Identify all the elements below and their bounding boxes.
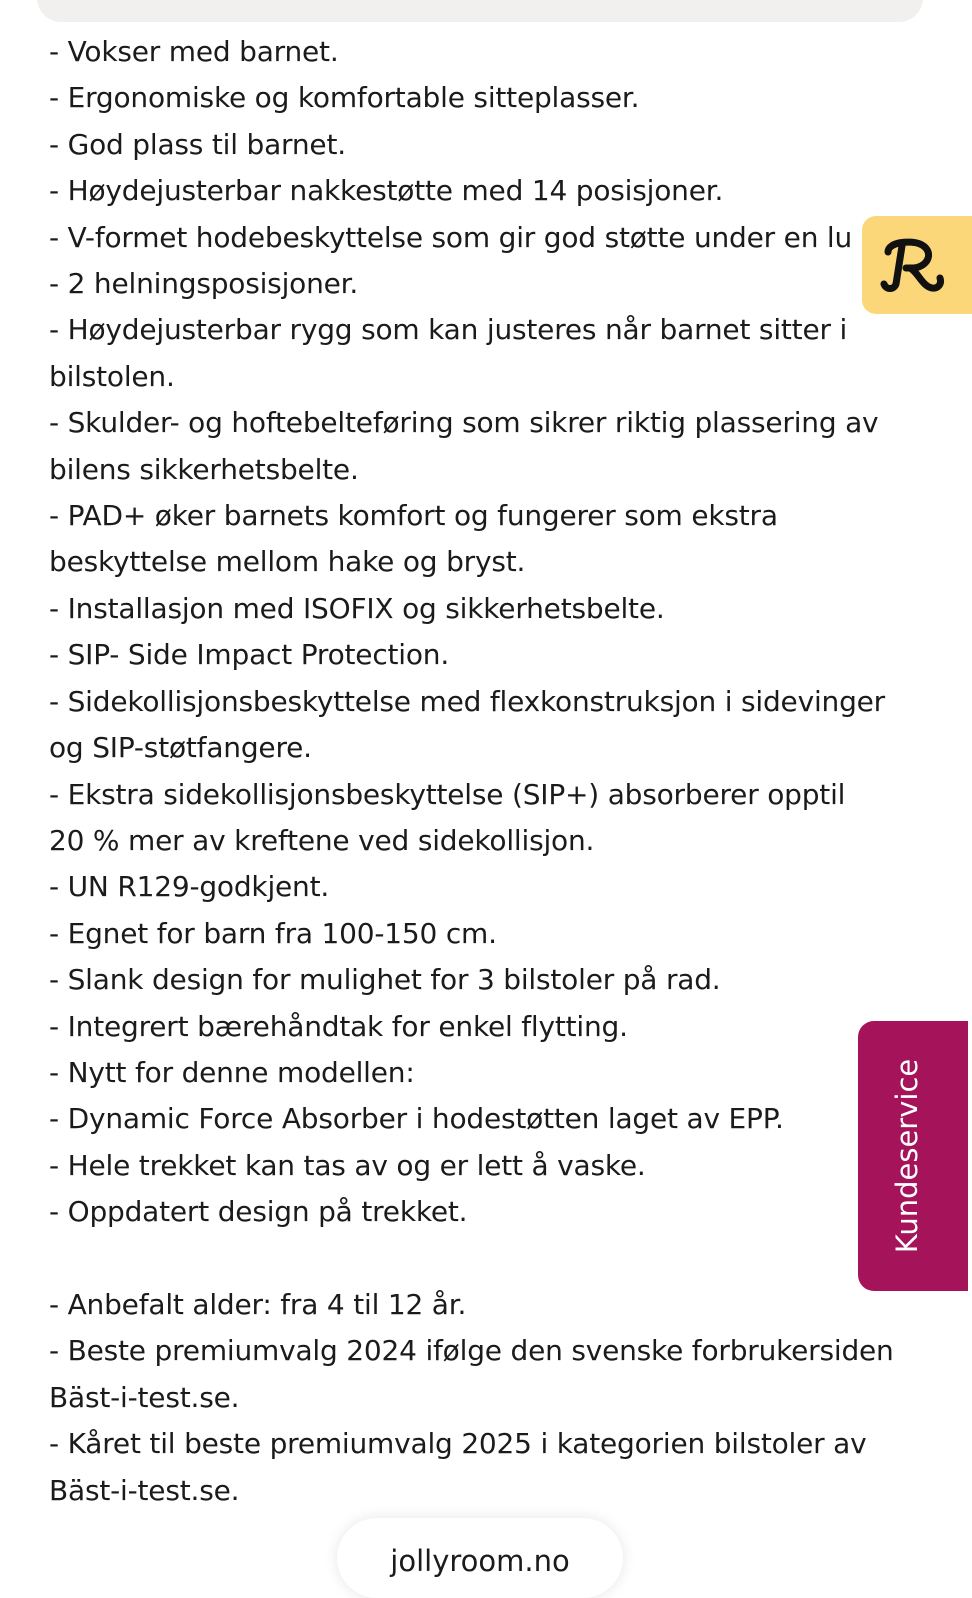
description-line: bilens sikkerhetsbelte. [49, 452, 359, 486]
url-bar[interactable] [337, 1518, 623, 1598]
description-line: - Kåret til beste premiumvalg 2025 i kategorien bilstoler av [49, 1427, 867, 1461]
description-line: 20 % mer av kreftene ved sidekollisjon. [49, 823, 595, 857]
description-line: - Hele trekket kan tas av og er lett å vaske. [49, 1148, 646, 1182]
description-line: - Høydejusterbar nakkestøtte med 14 posisjoner. [49, 174, 724, 208]
description-line: - PAD+ øker barnets komfort og fungerer som ekstra [49, 499, 778, 533]
description-line: - Nytt for denne modellen: [49, 1055, 415, 1089]
r-badge-button[interactable] [862, 216, 972, 314]
description-line: - 2 helningsposisjoner. [49, 267, 359, 301]
description-line: - SIP- Side Impact Protection. [49, 638, 450, 672]
description-line: - Skulder- og hoftebelteføring som sikrer riktig plassering av [49, 406, 879, 440]
customer-service-label: Kundeservice [890, 1058, 924, 1254]
top-panel [37, 0, 923, 22]
description-line: - UN R129-godkjent. [49, 870, 330, 904]
description-line: - Beste premiumvalg 2024 ifølge den svenske forbrukersiden [49, 1334, 894, 1368]
description-line: - Ergonomiske og komfortable sitteplasser. [49, 81, 640, 115]
description-line: og SIP-støtfangere. [49, 731, 312, 765]
description-line: - Ekstra sidekollisjonsbeskyttelse (SIP+) absorberer opptil [49, 777, 846, 811]
description-line: - Egnet for barn fra 100-150 cm. [49, 916, 497, 950]
description-line: - Høydejusterbar rygg som kan justeres når barnet sitter i [49, 313, 848, 347]
product-description [49, 29, 909, 1514]
description-line: - Dynamic Force Absorber i hodestøtten laget av EPP. [49, 1102, 784, 1136]
description-line: - Sidekollisjonsbeskyttelse med flexkonstruksjon i sidevinger [49, 684, 885, 718]
description-line: beskyttelse mellom hake og bryst. [49, 545, 526, 579]
description-line: - Slank design for mulighet for 3 bilstoler på rad. [49, 963, 721, 997]
description-line: Bäst-i-test.se. [49, 1380, 240, 1414]
description-line: - God plass til barnet. [49, 127, 346, 161]
description-line: bilstolen. [49, 359, 175, 393]
description-line: - V-formet hodebeskyttelse som gir god støtte under en lu [49, 220, 853, 254]
description-line: - Anbefalt alder: fra 4 til 12 år. [49, 1287, 467, 1321]
r-logo-icon [880, 238, 944, 294]
description-line: - Vokser med barnet. [49, 35, 339, 68]
customer-service-tab[interactable] [858, 1021, 968, 1291]
description-line: - Integrert bærehåndtak for enkel flytting. [49, 1009, 628, 1043]
description-line: Bäst-i-test.se. [49, 1473, 240, 1507]
url-domain: jollyroom.no [390, 1544, 570, 1578]
description-line: - Oppdatert design på trekket. [49, 1195, 468, 1229]
description-line: - Installasjon med ISOFIX og sikkerhetsbelte. [49, 591, 665, 625]
description-spacer [49, 1236, 909, 1282]
